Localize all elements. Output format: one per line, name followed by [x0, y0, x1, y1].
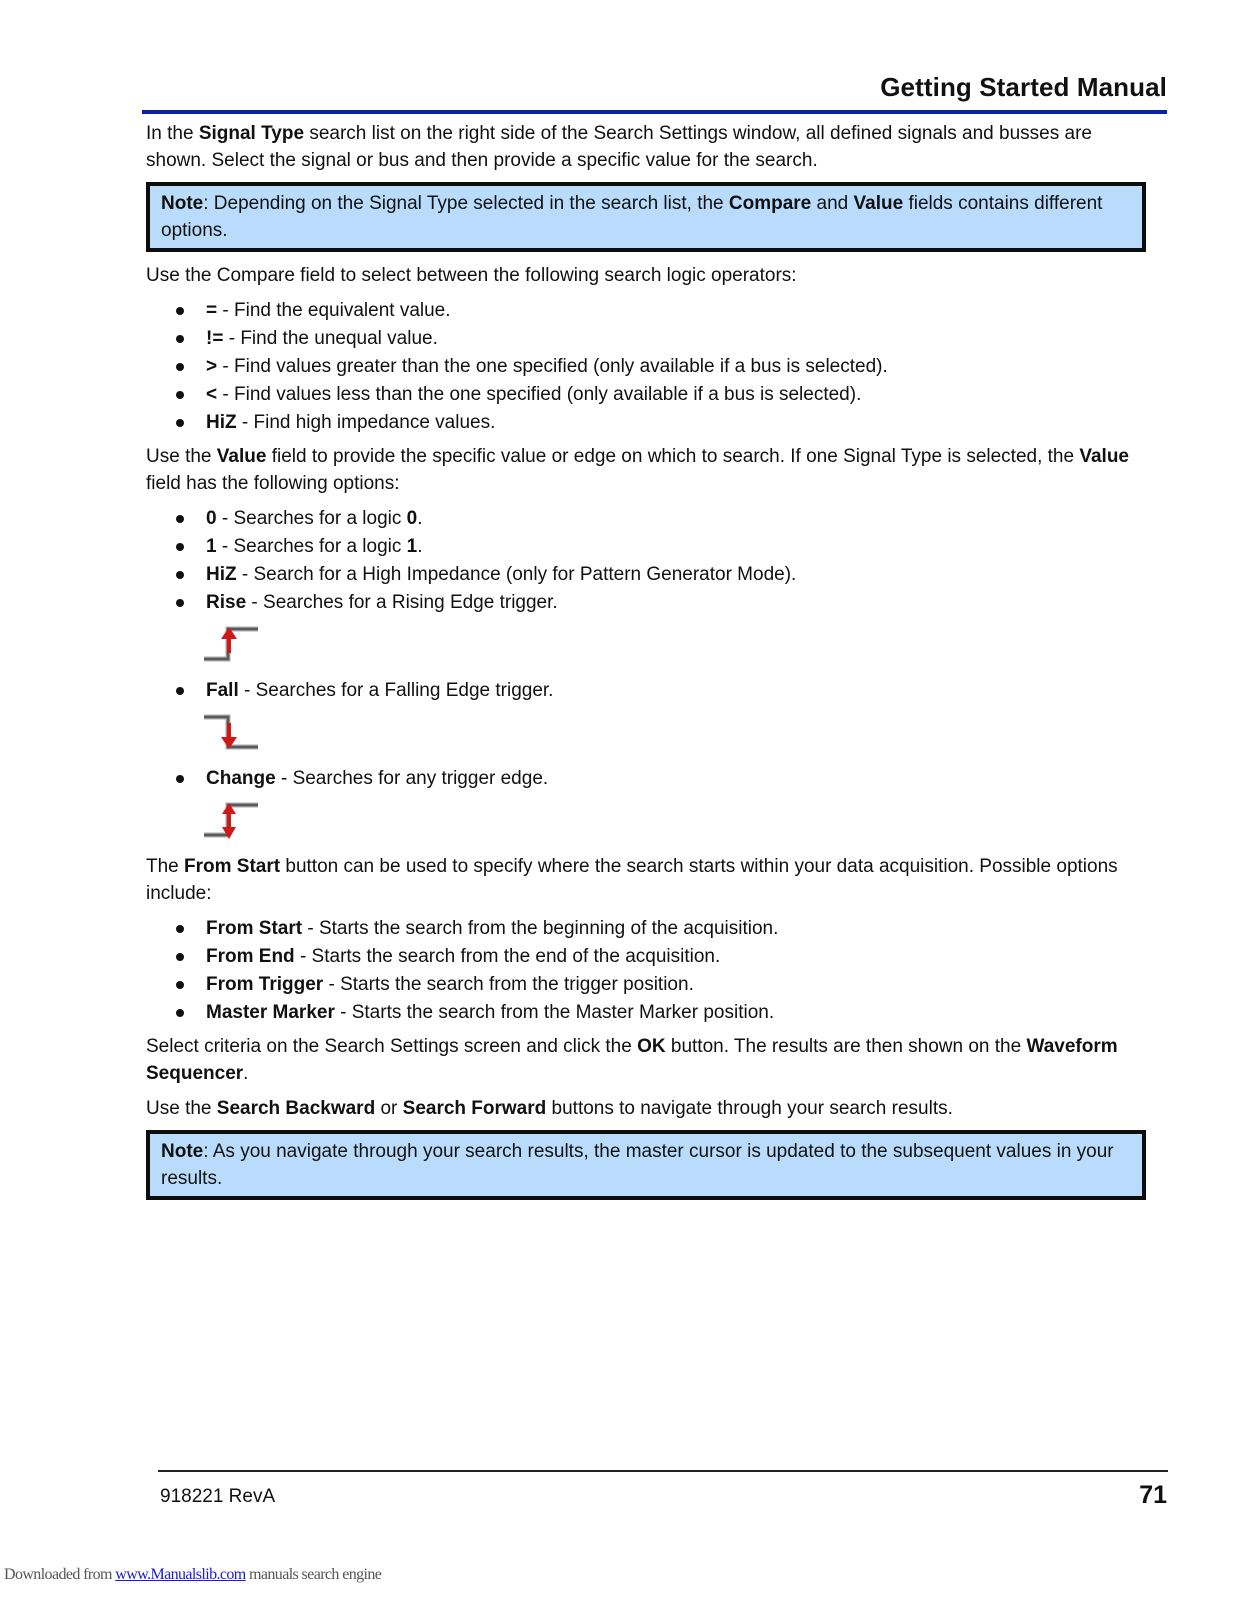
text-run: In the: [146, 123, 199, 144]
bullet-icon: [176, 571, 184, 579]
manualslib-link[interactable]: www.Manualslib.com: [115, 1566, 246, 1583]
list-item: [146, 297, 1156, 325]
option-key: From End: [206, 946, 295, 967]
footer-rule: [158, 1470, 1168, 1472]
from-start-intro: [146, 853, 1156, 907]
list-item: [146, 325, 1156, 353]
option-text: - Starts the search from the Master Marker position.: [334, 1002, 775, 1023]
text-run: button. The results are then shown on the: [665, 1036, 1027, 1057]
value-option-list: [146, 505, 1156, 617]
text-run: buttons to navigate through your search results.: [546, 1098, 953, 1119]
operator-key: =: [206, 300, 218, 321]
bullet-icon: [176, 953, 184, 961]
option-key: 0: [206, 508, 217, 529]
operator-text: - Find values greater than the one specified (only available if a bus is selected).: [217, 356, 888, 377]
rising-edge-icon: [202, 623, 262, 667]
header-title: Getting Started Manual: [880, 72, 1167, 102]
note-label: Note: [161, 1141, 204, 1162]
from-start-term: From Start: [184, 856, 281, 877]
value-option-list-fall: [146, 677, 1156, 705]
option-key: 1: [206, 536, 217, 557]
bullet-icon: [176, 543, 184, 551]
option-text: - Starts the search from the end of the acquisition.: [294, 946, 721, 967]
bullet-icon: [176, 1009, 184, 1017]
note-box: [146, 182, 1146, 252]
signal-type-term: Signal Type: [198, 123, 305, 144]
search-backward-term: Search Backward: [216, 1098, 376, 1119]
option-text: - Searches for a logic: [216, 536, 407, 557]
list-item: [146, 505, 1156, 533]
value-term: Value: [1079, 446, 1129, 467]
page-content: [146, 120, 1156, 1210]
bullet-icon: [176, 391, 184, 399]
option-value: 1: [406, 536, 418, 557]
list-item: [146, 561, 1156, 589]
text-run: and: [811, 193, 854, 214]
option-text: - Search for a High Impedance (only for Pattern Generator Mode).: [236, 564, 797, 585]
value-term: Value: [216, 446, 267, 467]
value-intro: [146, 443, 1156, 497]
compare-term: Compare: [728, 193, 812, 214]
search-forward-term: Search Forward: [402, 1098, 547, 1119]
waveform-sequencer-term: Waveform Sequencer: [146, 1036, 1118, 1084]
download-source-line: [4, 1566, 381, 1584]
operator-key: !=: [206, 328, 224, 349]
bullet-icon: [176, 363, 184, 371]
bullet-icon: [176, 335, 184, 343]
bullet-icon: [176, 599, 184, 607]
start-position-list: [146, 915, 1156, 1027]
falling-edge-icon: [202, 711, 262, 755]
list-item: [146, 943, 1156, 971]
bullet-icon: [176, 925, 184, 933]
option-key: From Trigger: [206, 974, 324, 995]
operator-key: >: [206, 356, 218, 377]
list-item: [146, 353, 1156, 381]
text-run: field to provide the specific value or edge on which to search. If one Signal Type is selected, the: [266, 446, 1080, 467]
page-number: 71: [1139, 1481, 1167, 1509]
bullet-icon: [176, 515, 184, 523]
list-item: [146, 533, 1156, 561]
select-criteria-paragraph: [146, 1033, 1156, 1087]
bullet-icon: [176, 419, 184, 427]
text-run: button can be used to specify where the search starts within your data acquisition. Possible options include:: [146, 856, 1118, 904]
text-run: : Depending on the Signal Type selected in the search list, the: [203, 193, 729, 214]
text-run: .: [243, 1063, 249, 1084]
text-run: : As you navigate through your search results, the master cursor is updated to the subsequent values in your results.: [161, 1141, 1114, 1189]
option-key: Fall: [206, 680, 239, 701]
value-term: Value: [853, 193, 904, 214]
text-run: .: [417, 508, 423, 529]
operator-key: HiZ: [206, 412, 237, 433]
text-run: fields contains different options.: [161, 193, 1103, 241]
header-rule: [142, 110, 1167, 114]
list-item: [146, 915, 1156, 943]
text-run: search list on the right side of the Search Settings window, all defined signals and busses are shown. Select the signal or bus and then provide a specific value for the search.: [146, 123, 1092, 171]
option-text: - Searches for a Falling Edge trigger.: [238, 680, 554, 701]
bullet-icon: [176, 775, 184, 783]
any-edge-icon: [202, 799, 262, 843]
option-text: - Searches for a logic: [216, 508, 407, 529]
option-key: Rise: [206, 592, 247, 613]
option-text: - Searches for any trigger edge.: [275, 768, 549, 789]
option-key: Change: [206, 768, 276, 789]
list-item: [146, 999, 1156, 1027]
option-value: 0: [406, 508, 418, 529]
text-run: Use the: [146, 1098, 217, 1119]
compare-operator-list: [146, 297, 1156, 437]
text-run: Use the: [146, 446, 217, 467]
text-run: .: [417, 536, 423, 557]
ok-term: OK: [637, 1036, 666, 1057]
option-key: HiZ: [206, 564, 237, 585]
operator-text: - Find the equivalent value.: [217, 300, 451, 321]
value-option-list-change: [146, 765, 1156, 793]
option-key: From Start: [206, 918, 303, 939]
option-text: - Starts the search from the trigger position.: [323, 974, 694, 995]
list-item: [146, 677, 1156, 705]
text-run: Downloaded from: [4, 1566, 116, 1583]
text-run: Select criteria on the Search Settings screen and click the: [146, 1036, 638, 1057]
list-item: [146, 381, 1156, 409]
list-item: [146, 589, 1156, 617]
text-run: field has the following options:: [146, 473, 400, 494]
operator-text: - Find high impedance values.: [236, 412, 496, 433]
note-label: Note: [161, 193, 204, 214]
note-box: [146, 1130, 1146, 1200]
list-item: [146, 971, 1156, 999]
operator-key: <: [206, 384, 218, 405]
document-number: 918221 RevA: [160, 1486, 276, 1507]
bullet-icon: [176, 307, 184, 315]
operator-text: - Find the unequal value.: [223, 328, 438, 349]
text-run: manuals search engine: [245, 1566, 382, 1583]
operator-text: - Find values less than the one specified (only available if a bus is selected).: [217, 384, 862, 405]
list-item: [146, 765, 1156, 793]
text-run: The: [146, 856, 185, 877]
bullet-icon: [176, 687, 184, 695]
option-key: Master Marker: [206, 1002, 335, 1023]
bullet-icon: [176, 981, 184, 989]
option-text: - Starts the search from the beginning of the acquisition.: [302, 918, 779, 939]
navigate-paragraph: [146, 1095, 1156, 1122]
list-item: [146, 409, 1156, 437]
text-run: or: [375, 1098, 403, 1119]
option-text: - Searches for a Rising Edge trigger.: [246, 592, 558, 613]
intro-paragraph: [146, 120, 1156, 174]
compare-intro: Use the Compare field to select between the following search logic operators:: [146, 265, 797, 286]
